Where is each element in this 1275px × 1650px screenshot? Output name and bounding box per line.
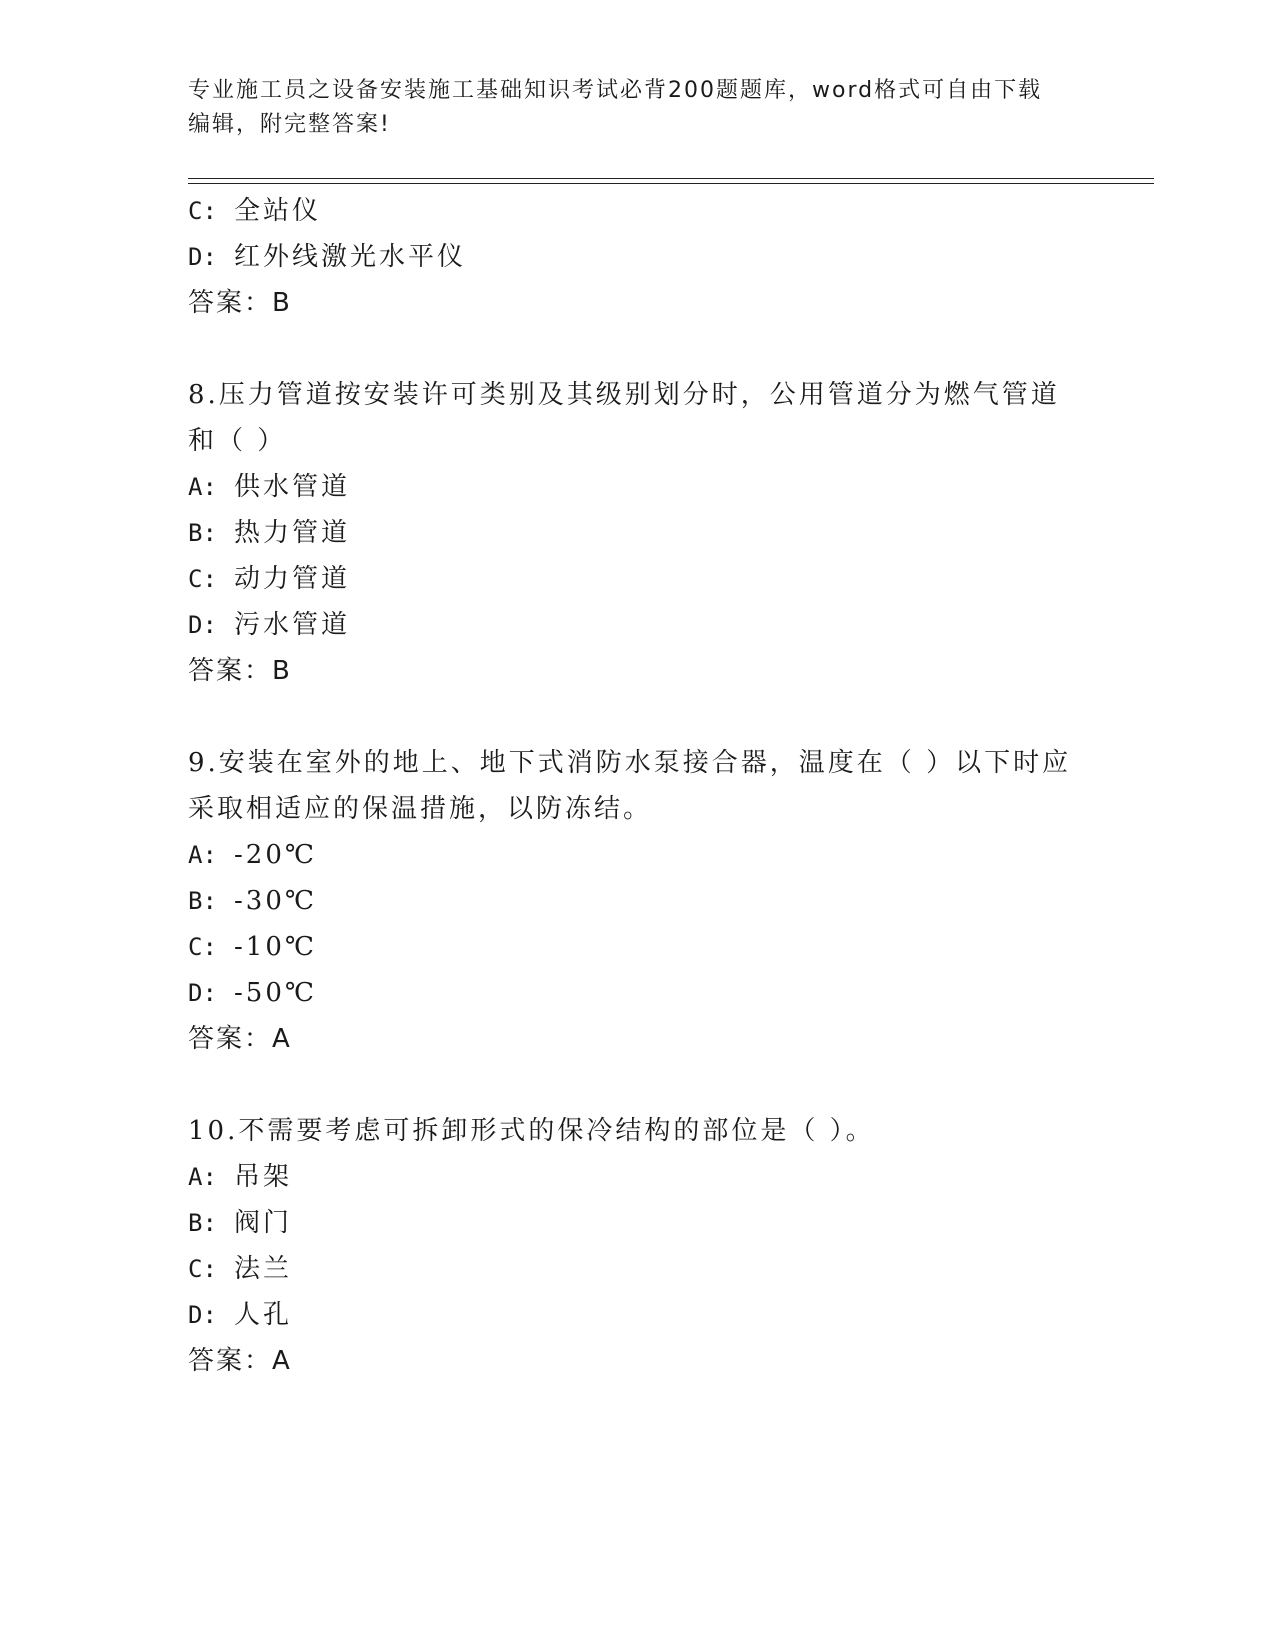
option-a xyxy=(188,464,1088,510)
option-text: 吊架 xyxy=(234,1162,293,1192)
header-divider-top xyxy=(188,178,1154,179)
option-label: D: xyxy=(188,979,217,1007)
option-text: -10℃ xyxy=(234,932,317,962)
option-label: B: xyxy=(188,519,217,547)
option-d xyxy=(188,1292,1088,1338)
option-b xyxy=(188,1200,1088,1246)
option-label: A: xyxy=(188,1163,217,1191)
question-8 xyxy=(188,372,1088,694)
question-stem-line: 和（ ） xyxy=(188,426,287,456)
option-c xyxy=(188,188,1088,234)
question-stem-line: 8.压力管道按安装许可类别及其级别划分时，公用管道分为燃气管道 xyxy=(188,380,1060,410)
question-7-tail xyxy=(188,188,1088,326)
question-10 xyxy=(188,1108,1088,1384)
option-text: 阀门 xyxy=(234,1208,293,1238)
option-label: C: xyxy=(188,933,217,961)
option-label: C: xyxy=(188,197,217,225)
question-content xyxy=(188,188,1088,1384)
answer: 答案：A xyxy=(188,1024,292,1054)
spacer xyxy=(188,1062,1088,1108)
header-line-1: 专业施工员之设备安装施工基础知识考试必背200题题库，word格式可自由下载 xyxy=(188,78,1043,103)
option-label: D: xyxy=(188,243,217,271)
document-header xyxy=(188,74,1088,142)
question-stem-line: 10.不需要考虑可拆卸形式的保冷结构的部位是（ ）。 xyxy=(188,1116,875,1146)
spacer xyxy=(188,326,1088,372)
option-c xyxy=(188,1246,1088,1292)
option-a xyxy=(188,832,1088,878)
option-a xyxy=(188,1154,1088,1200)
option-b xyxy=(188,878,1088,924)
option-text: 人孔 xyxy=(234,1300,293,1330)
question-stem-line: 采取相适应的保温措施，以防冻结。 xyxy=(188,794,653,824)
option-label: B: xyxy=(188,887,217,915)
answer: 答案：A xyxy=(188,1346,292,1376)
option-d xyxy=(188,602,1088,648)
option-d xyxy=(188,970,1088,1016)
answer: 答案：B xyxy=(188,656,292,686)
option-c xyxy=(188,924,1088,970)
option-label: C: xyxy=(188,1255,217,1283)
option-text: 热力管道 xyxy=(234,518,351,548)
option-text: -20℃ xyxy=(234,840,317,870)
option-label: C: xyxy=(188,565,217,593)
option-label: A: xyxy=(188,473,217,501)
answer: 答案：B xyxy=(188,288,292,318)
option-text: 全站仪 xyxy=(234,196,322,226)
option-text: -30℃ xyxy=(234,886,317,916)
option-label: D: xyxy=(188,611,217,639)
option-text: -50℃ xyxy=(234,978,317,1008)
option-b xyxy=(188,510,1088,556)
option-text: 供水管道 xyxy=(234,472,351,502)
header-divider-bottom xyxy=(188,183,1154,184)
option-c xyxy=(188,556,1088,602)
option-text: 红外线激光水平仪 xyxy=(234,242,467,272)
header-line-2: 编辑，附完整答案! xyxy=(188,112,391,137)
option-text: 法兰 xyxy=(234,1254,293,1284)
option-label: B: xyxy=(188,1209,217,1237)
question-9 xyxy=(188,740,1088,1062)
option-d xyxy=(188,234,1088,280)
option-text: 污水管道 xyxy=(234,610,351,640)
question-stem-line: 9.安装在室外的地上、地下式消防水泵接合器，温度在（ ）以下时应 xyxy=(188,748,1072,778)
option-label: D: xyxy=(188,1301,217,1329)
option-label: A: xyxy=(188,841,217,869)
spacer xyxy=(188,694,1088,740)
option-text: 动力管道 xyxy=(234,564,351,594)
